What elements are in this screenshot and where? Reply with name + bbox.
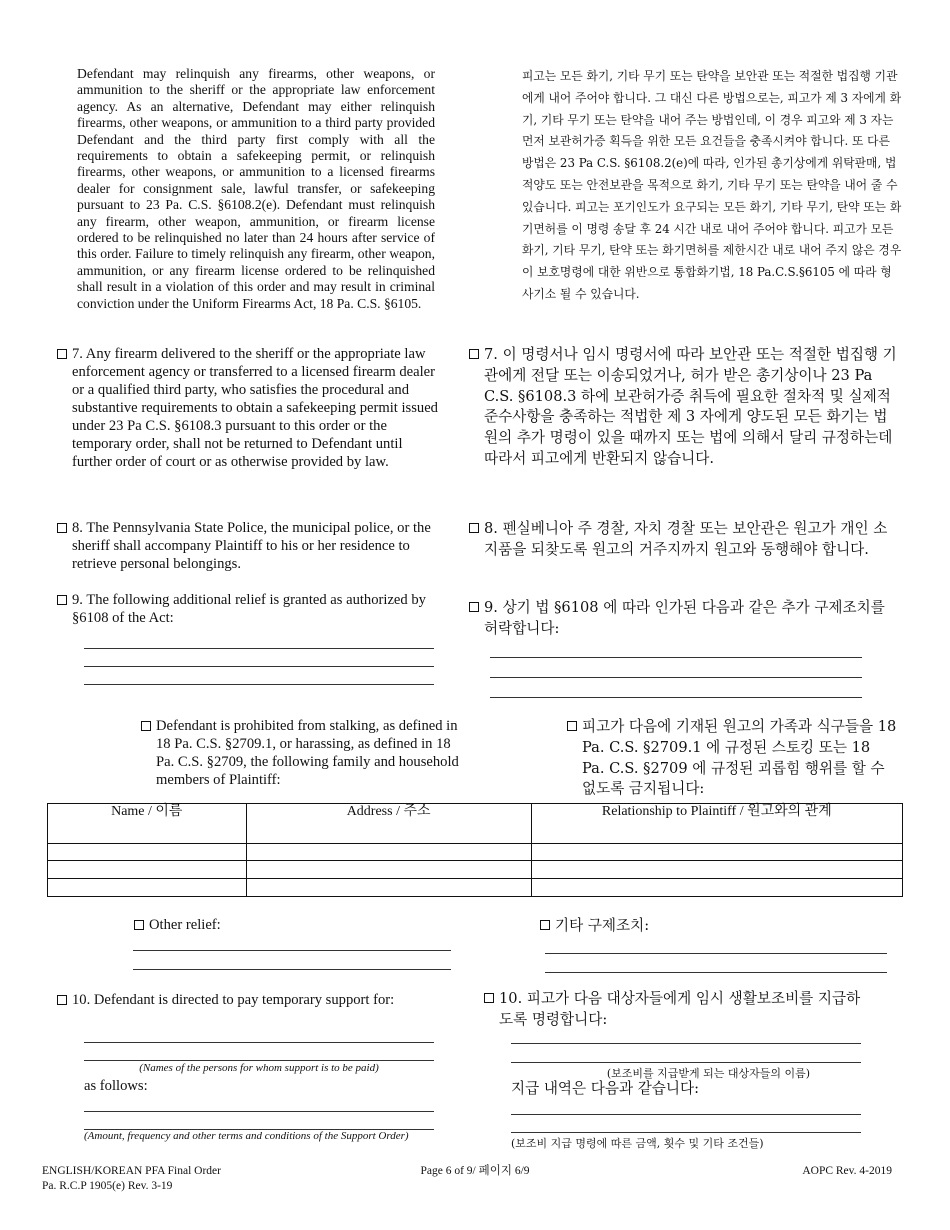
- item-8-checkbox-en[interactable]: [57, 523, 67, 533]
- item-7-en: [57, 345, 444, 471]
- item-8-text-ko: 8. 펜실베니아 주 경찰, 자치 경찰 또는 보안관은 원고가 개인 소지품을 되찾도록 원고의 거주지까지 원고와 동행해야 합니다.: [484, 520, 888, 558]
- item-10-ko: [484, 989, 874, 1031]
- stalking-prohibition-en: [141, 717, 461, 789]
- item-9-checkbox-en[interactable]: [57, 595, 67, 605]
- other-relief-blank-line-en[interactable]: [133, 969, 451, 970]
- footer-revision: AOPC Rev. 4-2019: [802, 1165, 892, 1177]
- footer-page-number: Page 6 of 9/ 페이지 6/9: [420, 1165, 530, 1177]
- relinquish-paragraph-ko: 피고는 모든 화기, 기타 무기 또는 탄약을 보안관 또는 적절한 법집행 기관에게 내어 주어야 합니다. 그 대신 다른 방법으로는, 피고가 제 3 자에게 화기, 기타 무기 또는 탄약을 내어 주는 방법인데, 이 경우 피고와 제 3 자는 먼저 보관허가증 획득을 위한 모든 요건들을 충족시켜야 합니다. 또 다른 방법은 23 Pa C.S. §6108.2(e)에 따라, 인가된 총기상에게 위탁판매, 법적양도 또는 안전보관을 목적으로 화기, 기타 무기 또는 탄약을 내어 줄 수 있습니다. 피고는 포기인도가 요구되는 모든 화기, 기타 무기, 탄약 또는 화기면허를 이 명령 송달 후 24 시간 내로 내어 주어야 합니다. 피고가 모든 화기, 기타 무기, 탄약 또는 화기면허를 제한시간 내로 내어 주지 않은 경우 이 보호명령에 대한 위반으로 통합화기법, 18 Pa.C.S.§6105 에 따라 형사기소 될 수 있습니다.: [522, 69, 902, 301]
- item-8-checkbox-ko[interactable]: [469, 523, 479, 533]
- item-8-en: [57, 519, 444, 573]
- as-follows-ko: 지급 내역은 다음과 같습니다:: [511, 1080, 700, 1097]
- table-cell-relationship[interactable]: [531, 861, 902, 879]
- item-9-en: [57, 591, 444, 627]
- item-7-checkbox-ko[interactable]: [469, 349, 479, 359]
- table-cell-address[interactable]: [246, 879, 531, 897]
- item-10-text-ko: 10. 피고가 다음 대상자들에게 임시 생활보조비를 지급하도록 명령합니다:: [499, 990, 861, 1028]
- support-terms-line-ko[interactable]: [511, 1132, 861, 1133]
- caption-names-en: (Names of the persons for whom support is to be paid): [139, 1062, 379, 1074]
- footer-rule: Pa. R.C.P 1905(e) Rev. 3-19: [42, 1180, 173, 1192]
- support-names-line-ko[interactable]: [511, 1043, 861, 1044]
- item-9-blank-line-ko[interactable]: [490, 657, 862, 658]
- item-9-blank-line-en[interactable]: [84, 648, 434, 649]
- stalking-text-en: Defendant is prohibited from stalking, as defined in 18 Pa. C.S. §2709.1, or harassing, as defined in 18 Pa. C.S. §2709, the following family and household members of Plaintiff:: [156, 718, 459, 788]
- other-relief-ko: [540, 916, 840, 937]
- column-header-relationship: Relationship to Plaintiff / 원고와의 관계: [531, 804, 902, 844]
- item-10-text-en: 10. Defendant is directed to pay temporary support for:: [72, 992, 395, 1008]
- item-9-ko: [469, 598, 901, 640]
- table-header-row: [48, 804, 903, 844]
- table-cell-relationship[interactable]: [531, 844, 902, 861]
- item-8-text-en: 8. The Pennsylvania State Police, the municipal police, or the sheriff shall accompany Plaintiff to his or her residence to retrieve personal belongings.: [72, 520, 431, 572]
- item-10-checkbox-ko[interactable]: [484, 993, 494, 1003]
- table-cell-relationship[interactable]: [531, 879, 902, 897]
- support-names-line-ko[interactable]: [511, 1062, 861, 1063]
- other-relief-blank-line-en[interactable]: [133, 950, 451, 951]
- as-follows-en: as follows:: [84, 1078, 148, 1094]
- item-9-text-ko: 9. 상기 법 §6108 에 따라 인가된 다음과 같은 추가 구제조치를 허락합니다:: [484, 599, 885, 637]
- support-names-line-en[interactable]: [84, 1060, 434, 1061]
- table-row: [48, 844, 903, 861]
- other-relief-blank-line-ko[interactable]: [545, 972, 887, 973]
- support-names-line-en[interactable]: [84, 1042, 434, 1043]
- item-7-ko: [469, 345, 901, 470]
- other-relief-blank-line-ko[interactable]: [545, 953, 887, 954]
- other-relief-checkbox-en[interactable]: [134, 920, 144, 930]
- table-cell-name[interactable]: [48, 861, 247, 879]
- other-relief-en: [134, 916, 434, 934]
- table-cell-name[interactable]: [48, 844, 247, 861]
- support-terms-line-en[interactable]: [84, 1111, 434, 1112]
- item-7-checkbox-en[interactable]: [57, 349, 67, 359]
- column-header-address: Address / 주소: [246, 804, 531, 844]
- table-cell-name[interactable]: [48, 879, 247, 897]
- relinquish-paragraph-en: Defendant may relinquish any firearms, other weapons, or ammunition to the sheriff or the appropriate law enforcement agency. As an alternative, Defendant may either relinquish firearms, other weapons, or ammunition to a third party provided Defendant and the third party first comply with all the requirements to obtain a safekeeping permit, or relinquish firearms, other weapons, or ammunition to a licensed firearms dealer for consignment sale, lawful transfer, or safekeeping pursuant to 23 Pa. C.S. §6108.2(e). Defendant must relinquish any firearm, other weapon, ammunition, or firearm license ordered to be relinquished no later than 24 hours after service of this order. Failure to timely relinquish any firearm, other weapon, ammunition, or any firearm license ordered to be relinquished shall result in a violation of this order and may result in criminal conviction under the Uniform Firearms Act, 18 Pa. C.S. §6105.: [77, 66, 435, 311]
- other-relief-label-en: Other relief:: [149, 917, 221, 933]
- table-row: [48, 879, 903, 897]
- item-10-checkbox-en[interactable]: [57, 995, 67, 1005]
- other-relief-label-ko: 기타 구제조치:: [555, 917, 650, 934]
- table-cell-address[interactable]: [246, 861, 531, 879]
- caption-amount-ko: (보조비 지급 명령에 따른 금액, 횟수 및 기타 조건들): [511, 1137, 764, 1150]
- other-relief-checkbox-ko[interactable]: [540, 920, 550, 930]
- item-9-checkbox-ko[interactable]: [469, 602, 479, 612]
- column-header-name: Name / 이름: [48, 804, 247, 844]
- stalking-checkbox-ko[interactable]: [567, 721, 577, 731]
- stalking-checkbox-en[interactable]: [141, 721, 151, 731]
- stalking-prohibition-ko: [567, 717, 897, 800]
- footer-left: [42, 1164, 221, 1194]
- item-9-blank-line-en[interactable]: [84, 666, 434, 667]
- table-cell-address[interactable]: [246, 844, 531, 861]
- item-8-ko: [469, 519, 901, 561]
- item-9-blank-line-ko[interactable]: [490, 697, 862, 698]
- family-members-table: [47, 803, 903, 897]
- item-7-text-en: 7. Any firearm delivered to the sheriff or the appropriate law enforcement agency or transferred to a licensed firearm dealer or a qualified third party, who satisfies the procedural and substantive requirements to obtain a safekeeping permit issued under 23 Pa C.S. §6108.3 pursuant to this order or the temporary order, shall not be returned to Defendant until further order of court or as otherwise provided by law.: [72, 346, 438, 470]
- table-row: [48, 861, 903, 879]
- item-7-text-ko: 7. 이 명령서나 임시 명령서에 따라 보안관 또는 적절한 법집행 기관에게 전달 또는 이송되었거나, 허가 받은 총기상이나 23 Pa C.S. §6108.3 하에 보관허가증 취득에 필요한 절차적 및 실제적 준수사항을 충족하는 적법한 제 3 자에게 양도된 모든 화기는 법원의 추가 명령이 있을 때까지 또는 법에 의해서 달리 규정하는데 따라서 피고에게 반환되지 않습니다.: [484, 346, 897, 467]
- item-10-en: [57, 991, 447, 1009]
- item-9-blank-line-en[interactable]: [84, 684, 434, 685]
- footer-form-name: ENGLISH/KOREAN PFA Final Order: [42, 1165, 221, 1177]
- item-9-blank-line-ko[interactable]: [490, 677, 862, 678]
- caption-amount-en: (Amount, frequency and other terms and conditions of the Support Order): [84, 1130, 409, 1142]
- stalking-text-ko: 피고가 다음에 기재된 원고의 가족과 식구들을 18 Pa. C.S. §2709.1 에 규정된 스토킹 또는 18 Pa. C.S. §2709 에 규정된 괴롭힘 행위를 할 수 없도록 금지됩니다:: [582, 718, 897, 798]
- support-terms-line-ko[interactable]: [511, 1114, 861, 1115]
- caption-names-ko: (보조비를 지급받게 되는 대상자들의 이름): [606, 1067, 811, 1080]
- item-9-text-en: 9. The following additional relief is granted as authorized by §6108 of the Act:: [72, 592, 426, 626]
